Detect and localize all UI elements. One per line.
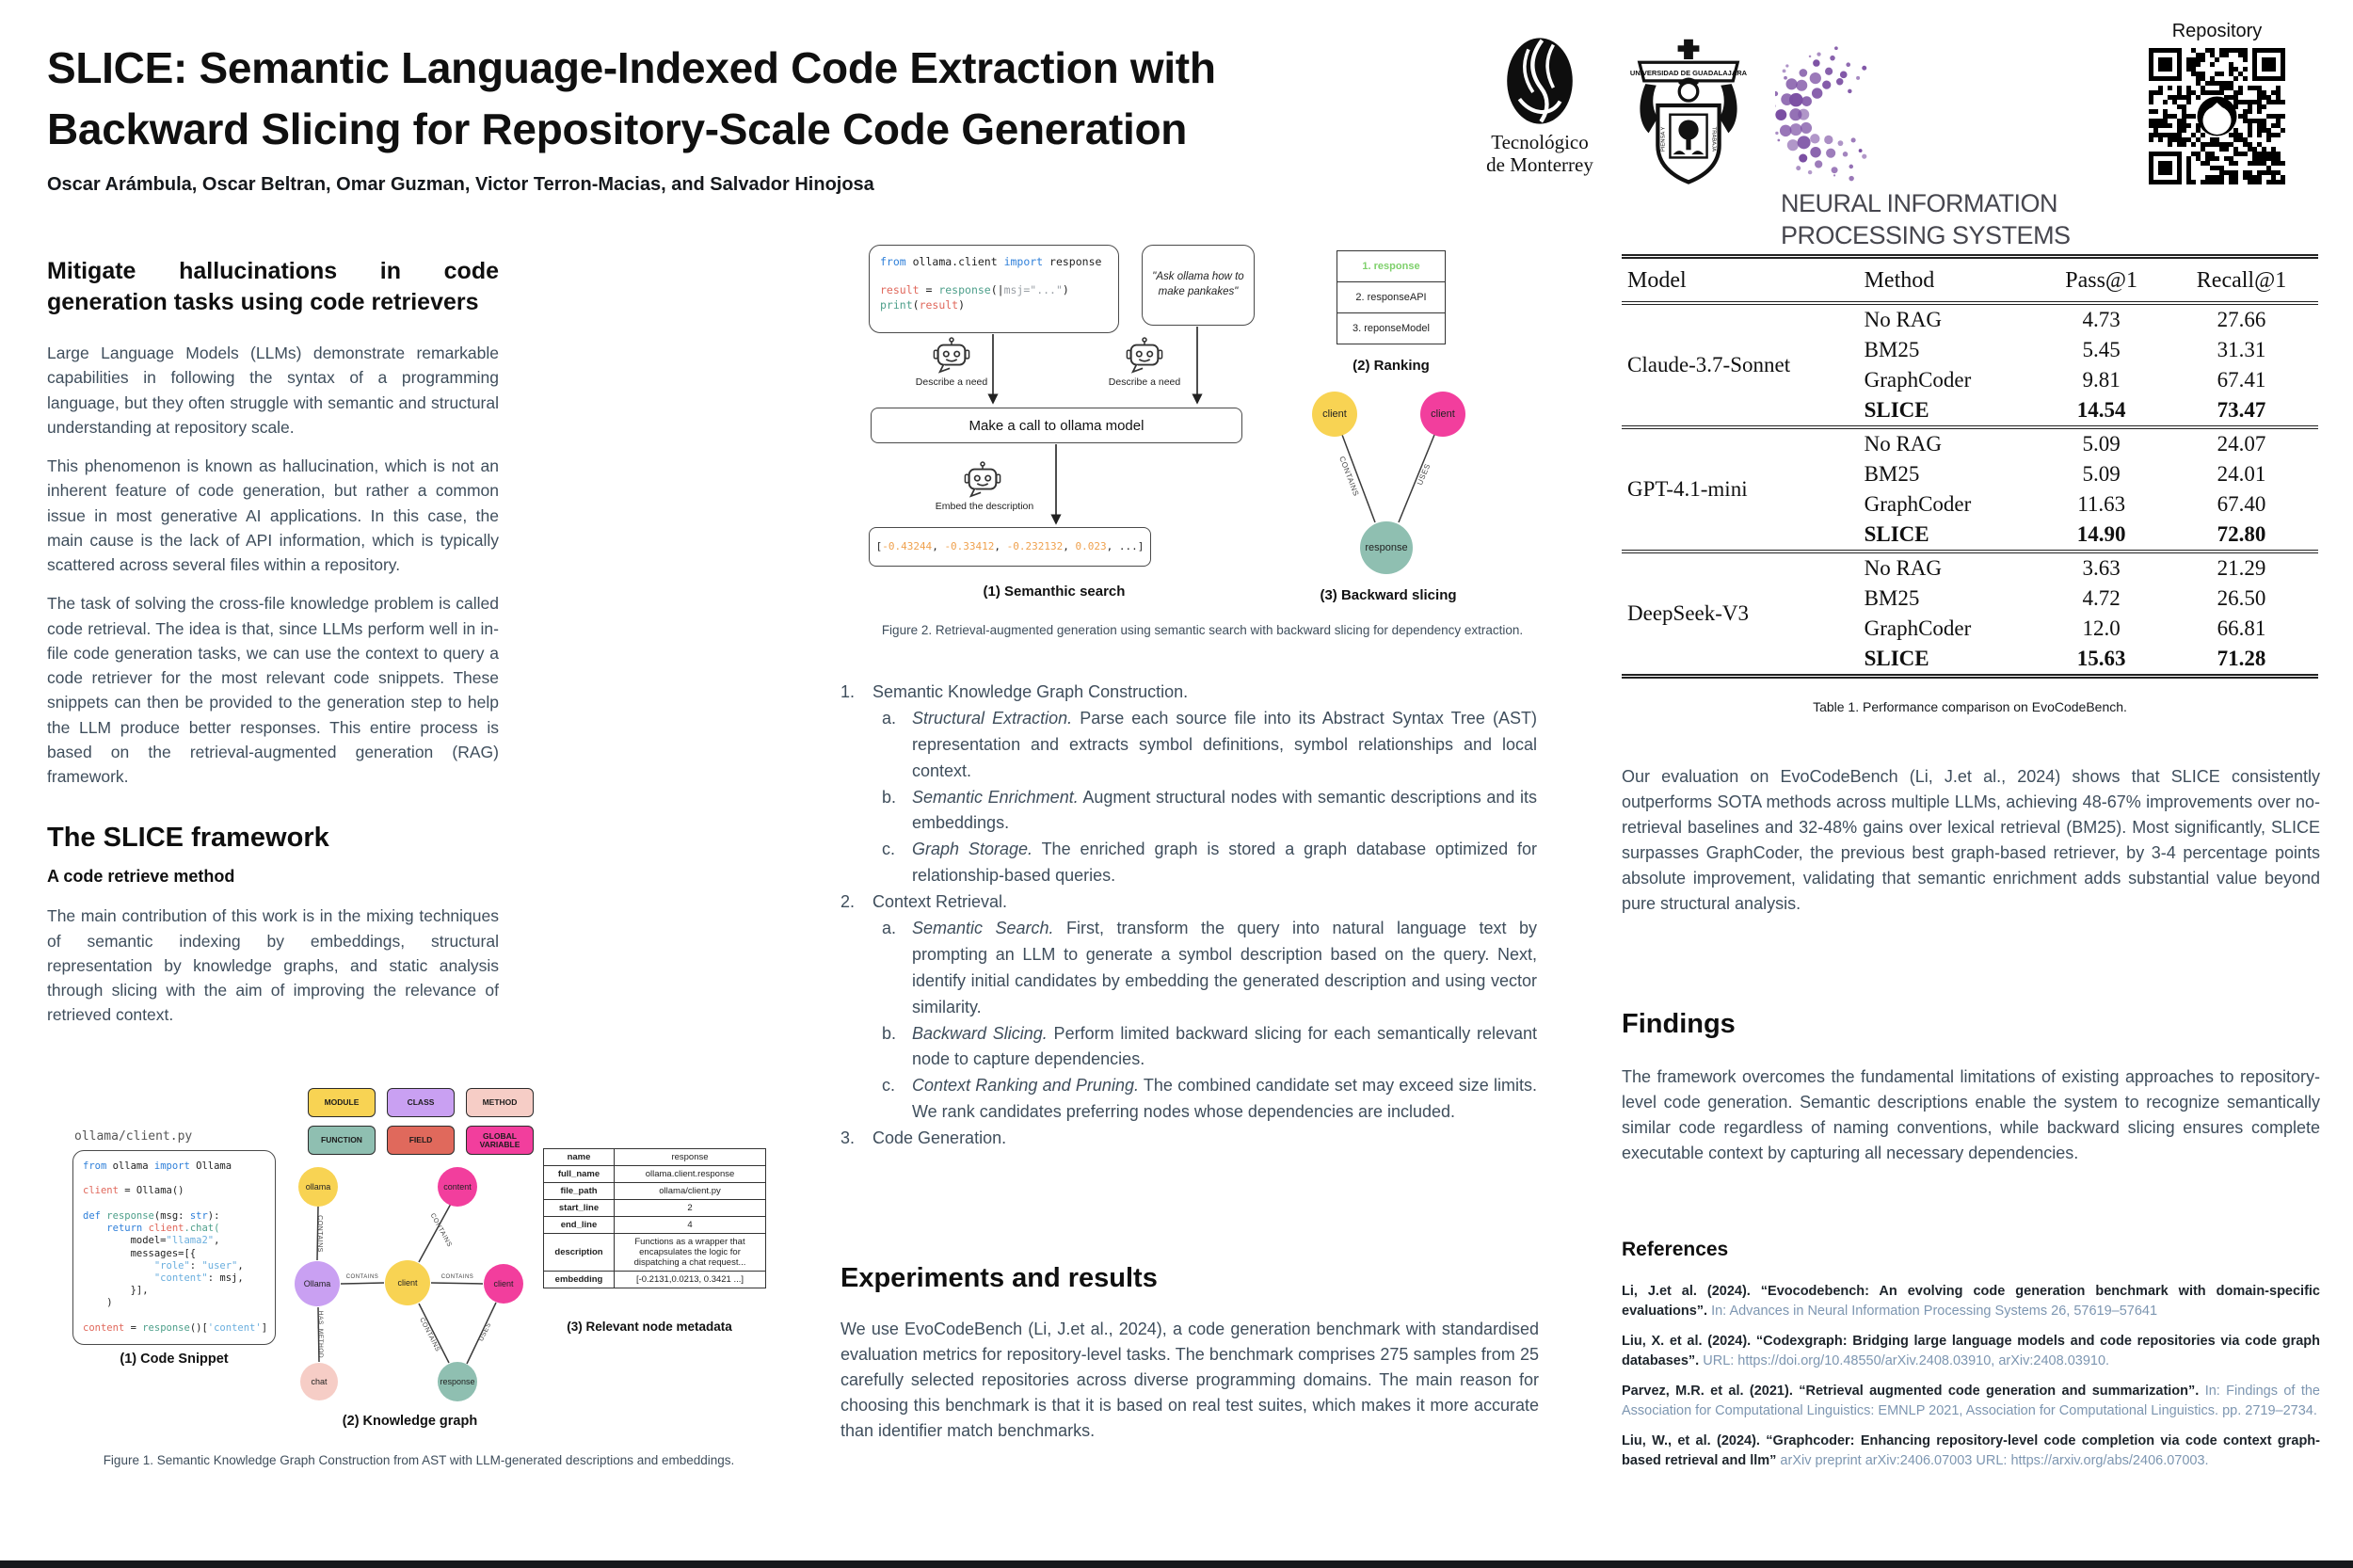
code-token: )	[1062, 283, 1069, 297]
code-token: response	[142, 1321, 190, 1334]
graph-node: chat	[300, 1363, 338, 1400]
fig2-call-box	[871, 408, 1242, 443]
code-token: print	[880, 297, 913, 312]
results-method-cell: No RAG	[1864, 308, 1943, 331]
code-token: from	[880, 255, 906, 268]
fig2-caption: Figure 2. Retrieval-augmented generation using semantic search with backward slicing for dependency extraction.	[881, 623, 1524, 637]
list-item	[840, 680, 1537, 706]
graph-node: client	[484, 1264, 523, 1304]
robot-icon	[1125, 337, 1164, 375]
code-token: )	[958, 297, 966, 312]
metadata-value: 4	[615, 1217, 766, 1234]
code-token: = Ollama()	[118, 1185, 184, 1197]
graph-node: client	[1420, 392, 1465, 437]
fig2-caption-slicing: (3) Backward slicing	[1320, 587, 1457, 603]
code-token: def	[83, 1209, 107, 1222]
reference-item	[1622, 1282, 2320, 1321]
fig1-knowledge-graph	[285, 1163, 535, 1413]
results-header-cell: Pass@1	[2038, 257, 2165, 304]
code-line	[83, 1260, 265, 1272]
udg-crest	[1630, 34, 1747, 206]
results-row	[1622, 552, 2318, 584]
fig2-robot3-label: Embed the description	[935, 501, 1034, 512]
list-subitem-text	[912, 785, 1537, 838]
results-table-head	[1622, 257, 2318, 304]
list-item	[840, 1126, 1537, 1152]
list-subitem	[882, 1073, 1537, 1126]
intro-paragraph-3: The task of solving the cross-file knowledge problem is called code retrieval. The idea is that, since LLMs perform well in in-file code generation tasks, we can use the context to query a code retriever for the most relevant code snippets. These snippets can then be provided to the generation step to help the LLM produce better responses. This entire process is based on the retrieval-augmented generation (RAG) framework.	[47, 594, 499, 786]
reference-item	[1622, 1432, 2320, 1471]
svg-text:CONTAINS: CONTAINS	[345, 1274, 379, 1280]
list-subitem-lead: Semantic Enrichment.	[912, 787, 1079, 807]
results-recall-cell: 73.47	[2217, 398, 2266, 422]
left-column	[47, 256, 499, 1028]
results-pass-cell: 14.90	[2076, 522, 2126, 546]
code-token: : msj,	[207, 1272, 244, 1284]
code-token: import	[153, 1160, 190, 1172]
code-token: msj="..."	[1003, 283, 1063, 297]
fig2-caption-ranking: (2) Ranking	[1353, 358, 1430, 374]
metadata-row	[544, 1183, 766, 1200]
list-subitem-text	[912, 837, 1537, 889]
graph-node: content	[438, 1167, 477, 1207]
list-subitem-body: Augment structural nodes with semantic descriptions and its embeddings.	[912, 787, 1537, 833]
results-pass-cell: 5.45	[2082, 338, 2121, 361]
tec-leaf-icon	[1503, 36, 1577, 126]
results-header-cell: Recall@1	[2165, 257, 2318, 304]
list-item-number: 2.	[840, 892, 856, 912]
results-pass-cell: 5.09	[2082, 462, 2121, 486]
neurips-text-line1: NEURAL INFORMATION	[1781, 189, 2058, 217]
fig2-ranking-box	[1337, 250, 1446, 344]
code-token: result	[919, 297, 959, 312]
ranking-item: 1. response	[1337, 251, 1445, 282]
header	[47, 38, 1459, 196]
list-subitem-text	[912, 706, 1537, 785]
code-line	[83, 1297, 265, 1309]
fig1-caption: Figure 1. Semantic Knowledge Graph Construction from AST with LLM-generated descriptions and embeddings.	[103, 1453, 735, 1467]
list-subitem	[882, 916, 1537, 1021]
code-line	[880, 283, 1108, 297]
fig2-quote-text: "Ask ollama how to make pankakes"	[1152, 271, 1244, 297]
list-subitem	[882, 706, 1537, 785]
neurips-text-line2: PROCESSING SYSTEMS	[1781, 220, 2071, 249]
code-token: ):	[207, 1209, 220, 1222]
graph-node: Ollama	[295, 1261, 340, 1306]
graph-node: ollama	[298, 1167, 338, 1207]
metadata-row	[544, 1217, 766, 1234]
poster-bottom-edge	[0, 1560, 2353, 1568]
ranking-item: 2. responseAPI	[1337, 282, 1445, 313]
code-token: ollama.client	[905, 255, 1004, 268]
svg-text:CONTAINS: CONTAINS	[428, 1212, 453, 1249]
metadata-row	[544, 1200, 766, 1217]
list-subitem-text	[912, 1073, 1537, 1126]
tec-text-line1: Tecnológico	[1491, 131, 1589, 153]
code-token: "role"	[153, 1259, 190, 1272]
code-token: import	[1003, 255, 1044, 268]
metadata-key: full_name	[544, 1166, 615, 1183]
metadata-value: 2	[615, 1200, 766, 1217]
code-token	[83, 1272, 154, 1284]
metadata-key: name	[544, 1149, 615, 1166]
results-method-cell: GraphCoder	[1864, 492, 1972, 516]
findings-heading: Findings	[1622, 1009, 1736, 1039]
list-subitem-body: The enriched graph is stored a graph database optimized for relationship-based queries.	[912, 840, 1537, 886]
neurips-swirl-icon	[1775, 40, 1886, 188]
results-row	[1622, 303, 2318, 335]
list-subitem-lead: Semantic Search.	[912, 919, 1054, 938]
results-table-body	[1622, 303, 2318, 677]
svg-text:USES: USES	[1415, 462, 1433, 487]
results-model-cell: GPT-4.1-mini	[1622, 427, 1859, 552]
poster-title-line1: SLICE: Semantic Language-Indexed Code Extraction with	[47, 43, 1216, 92]
code-token	[83, 1260, 154, 1272]
results-recall-cell: 72.80	[2217, 522, 2266, 546]
results-table-wrap	[1622, 254, 2318, 714]
code-token: response	[938, 283, 991, 297]
code-token: ]	[261, 1321, 268, 1334]
graph-node: response	[438, 1362, 477, 1401]
code-token: from	[83, 1160, 107, 1172]
svg-text:CONTAINS: CONTAINS	[418, 1317, 441, 1353]
results-pass-cell: 5.09	[2038, 427, 2165, 459]
fig2-code-snippet	[869, 245, 1119, 333]
code-token	[83, 1223, 106, 1234]
robot-icon	[963, 461, 1002, 499]
metadata-value: response	[615, 1149, 766, 1166]
svg-text:CONTAINS: CONTAINS	[316, 1215, 323, 1253]
code-token: )	[83, 1297, 113, 1309]
metadata-key: end_line	[544, 1217, 615, 1234]
code-token: "llama2"	[166, 1235, 215, 1247]
list-item	[840, 889, 1537, 916]
findings-paragraph: The framework overcomes the fundamental limitations of existing approaches to repository-level code generation. Semantic descriptions enable the system to recognize semantically similar code regardless of naming conventions, while backward slicing ensures complete executable context by capturing all necessary dependencies.	[1622, 1067, 2320, 1162]
evaluation-paragraph: Our evaluation on EvoCodeBench (Li, J.et al., 2024) shows that SLICE consistently outperforms SOTA methods across multiple LLMs, achieving 48-67% improvements over no-retrieval baselines and 32-48% gains over lexical retrieval (BM25). Most significantly, SLICE surpasses GraphCoder, the previous best graph-based retriever, by 3-4 percentage points absolute improvement, validating that semantic enrichment adds substantial value beyond pure structural analysis.	[1622, 767, 2320, 913]
code-token: -0.232132	[1006, 540, 1064, 553]
fig2-caption-search: (1) Semanthic search	[983, 584, 1126, 600]
code-line	[83, 1310, 265, 1322]
fig2-embedding-vector	[869, 527, 1151, 567]
metadata-value: ollama.client.response	[615, 1166, 766, 1183]
code-token: ,	[237, 1259, 244, 1272]
references-heading: References	[1622, 1239, 1729, 1260]
results-recall-cell: 31.31	[2217, 338, 2266, 361]
intro-paragraph-2: This phenomenon is known as hallucination, which is not an inherent feature of code generation, but rather a common issue in most generative AI applications. In this case, the main cause is the lack of API information, which is typically scattered across several files within a repository.	[47, 456, 499, 574]
code-token: 0.023	[1075, 540, 1107, 553]
fig1-metadata-table	[543, 1148, 766, 1288]
list-item-text: Code Generation.	[872, 1128, 1007, 1148]
results-recall-cell: 66.81	[2217, 616, 2266, 640]
metadata-row	[544, 1272, 766, 1288]
legend-chip: METHOD	[466, 1088, 534, 1117]
code-token: "content"	[153, 1272, 208, 1284]
code-line	[83, 1160, 265, 1173]
metadata-key: embedding	[544, 1272, 615, 1288]
list-subitem	[882, 1021, 1537, 1074]
code-line	[876, 540, 1144, 553]
code-token: "user"	[201, 1259, 238, 1272]
metadata-value: [-0.2131,0.0213, 0.3421 ...]	[615, 1272, 766, 1288]
code-token: -0.33412	[944, 540, 995, 553]
results-model-cell: Claude-3.7-Sonnet	[1627, 353, 1791, 376]
metadata-row	[544, 1166, 766, 1183]
code-token: return	[106, 1223, 149, 1235]
list-subitem-lead: Backward Slicing.	[912, 1023, 1048, 1043]
results-method-cell: BM25	[1864, 338, 1920, 361]
code-token: (|	[990, 283, 1004, 297]
list-subitem-lead: Graph Storage.	[912, 840, 1032, 859]
list-subitem-body: Perform limited backward slicing for each semantically relevant node to capture dependencies.	[912, 1023, 1537, 1069]
figure-2	[842, 237, 1562, 616]
fig1-caption-graph: (2) Knowledge graph	[342, 1414, 478, 1429]
legend-chip: CLASS	[387, 1088, 455, 1117]
results-recall-cell: 21.29	[2165, 552, 2318, 584]
code-line	[880, 255, 1108, 269]
results-pass-cell: 14.54	[2076, 398, 2126, 422]
results-method-cell: SLICE	[1864, 647, 1929, 670]
fig2-robot2-label: Describe a need	[1108, 376, 1181, 388]
code-token: client	[83, 1185, 119, 1197]
svg-text:USES: USES	[477, 1321, 493, 1343]
code-token: =	[919, 283, 939, 297]
code-token: [	[875, 540, 883, 553]
udg-crest-icon	[1630, 34, 1747, 201]
reference-tail: arXiv preprint arXiv:2406.07003 URL: https://arxiv.org/abs/2406.07003.	[1776, 1453, 2209, 1469]
results-method-cell: No RAG	[1859, 427, 2039, 459]
experiments-section	[840, 1263, 1539, 1444]
list-subitem-letter: c.	[882, 1076, 896, 1096]
code-line	[83, 1248, 265, 1260]
list-item-text: Context Retrieval.	[872, 892, 1008, 912]
results-header-cell: Method	[1859, 257, 2039, 304]
code-token: }],	[83, 1285, 149, 1297]
code-token: ollama	[106, 1160, 154, 1172]
code-token: content	[83, 1321, 125, 1334]
code-token: :	[189, 1259, 202, 1272]
results-method-cell: SLICE	[1864, 398, 1929, 422]
fig1-legend	[308, 1088, 534, 1155]
results-table	[1622, 254, 2318, 679]
results-pass-cell: 9.81	[2082, 368, 2121, 392]
reference-tail: In: Findings of the Association for Computational Linguistics: EMNLP 2021, Association for Computational Linguistics. pp. 2719–2734.	[1622, 1384, 2320, 1419]
code-token: =	[124, 1321, 143, 1334]
reference-tail: URL: https://doi.org/10.48550/arXiv.2408.03910, arXiv:2408.03910.	[1699, 1353, 2110, 1369]
legend-chip: MODULE	[308, 1088, 376, 1117]
references-list	[1622, 1282, 2320, 1471]
list-item-number: 3.	[840, 1128, 856, 1148]
code-token: model=	[83, 1235, 167, 1247]
results-recall-cell: 67.41	[2217, 368, 2266, 392]
metadata-key: description	[544, 1234, 615, 1272]
code-token: ,	[932, 540, 945, 553]
code-line	[83, 1223, 265, 1235]
code-line	[880, 269, 1108, 283]
ranking-item: 3. reponseModel	[1353, 323, 1430, 334]
graph-node: response	[1360, 521, 1413, 574]
list-subitem-body: First, transform the query into natural language text by prompting an LLM to generate a symbol description based on the query. Next, identify initial candidates by embedding the generated description and using vector similarity.	[912, 919, 1537, 1016]
results-pass-cell: 4.73	[2082, 308, 2121, 331]
code-token: .chat(	[184, 1223, 220, 1235]
list-subitem-letter: a.	[882, 708, 897, 728]
list-subitem-lead: Structural Extraction.	[912, 708, 1073, 728]
graph-node: client	[1312, 392, 1357, 437]
fig2-call-box-text: Make a call to ollama model	[968, 417, 1144, 434]
svg-text:UNIVERSIDAD DE GUADALAJARA: UNIVERSIDAD DE GUADALAJARA	[1630, 69, 1747, 78]
code-line	[83, 1173, 265, 1185]
results-header-cell: Model	[1622, 257, 1859, 304]
metadata-value: ollama/client.py	[615, 1183, 766, 1200]
reference-main: Li, J.et al. (2024). “Evocodebench: An evolving code generation benchmark with domain-specific evaluations”.	[1622, 1284, 2320, 1320]
fig2-robot1-label: Describe a need	[915, 376, 988, 388]
reference-main: Parvez, M.R. et al. (2021). “Retrieval augmented code generation and summarization”.	[1622, 1384, 2200, 1400]
results-method-cell: No RAG	[1859, 552, 2039, 584]
results-recall-cell: 67.40	[2217, 492, 2266, 516]
findings-section	[1622, 1009, 2320, 1166]
code-token: ,	[1063, 540, 1076, 553]
fig1-caption-snippet: (1) Code Snippet	[120, 1352, 229, 1367]
reference-item	[1622, 1382, 2320, 1421]
results-model-cell: DeepSeek-V3	[1622, 552, 1859, 677]
code-token: ()[	[189, 1321, 208, 1334]
reference-main: Liu, W., et al. (2024). “Graphcoder: Enhancing repository-level code completion via code context graph-based retrieval and llm”	[1622, 1433, 2320, 1469]
code-line	[880, 298, 1108, 312]
figure-1	[71, 1082, 767, 1478]
list-subitem-letter: c.	[882, 840, 896, 859]
list-subitem-text	[912, 916, 1537, 1021]
code-token: client	[148, 1223, 184, 1235]
list-item-number: 1.	[840, 682, 856, 701]
legend-chip: GLOBAL VARIABLE	[466, 1126, 534, 1155]
results-method-cell: BM25	[1864, 586, 1920, 610]
results-recall-cell: 71.28	[2217, 647, 2266, 670]
qr-code	[2149, 48, 2285, 184]
list-subitem-letter: b.	[882, 787, 897, 807]
results-recall-cell: 24.01	[2217, 462, 2266, 486]
code-line	[83, 1321, 268, 1335]
results-method-cell: BM25	[1864, 462, 1920, 486]
qr-label: Repository	[2171, 21, 2263, 41]
legend-chip: FIELD	[387, 1126, 455, 1155]
code-token: Ollama	[189, 1160, 232, 1172]
code-line	[83, 1185, 265, 1197]
framework-heading: The SLICE framework	[47, 823, 329, 854]
svg-text:HAS_METHOD: HAS_METHOD	[317, 1310, 324, 1359]
results-pass-cell: 11.63	[2077, 492, 2126, 516]
framework-subheading: A code retrieve method	[47, 867, 235, 887]
code-token: result	[880, 283, 920, 297]
metadata-value: Functions as a wrapper that encapsulates the logic for dispatching a chat request...	[615, 1234, 766, 1272]
reference-tail: In: Advances in Neural Information Processing Systems 26, 57619–57641	[1707, 1304, 2158, 1320]
tec-logo	[1474, 36, 1606, 176]
list-item-text: Semantic Knowledge Graph Construction.	[872, 682, 1189, 701]
intro-heading: Mitigate hallucinations in code generation tasks using code retrievers	[47, 258, 499, 315]
neurips-logo	[1775, 40, 2152, 252]
robot-icon	[932, 337, 971, 375]
poster-title-line2: Backward Slicing for Repository-Scale Code Generation	[47, 104, 1188, 154]
results-recall-cell: 24.07	[2165, 427, 2318, 459]
legend-chip: FUNCTION	[308, 1126, 376, 1155]
results-method-cell: SLICE	[1864, 522, 1929, 546]
list-subitem-lead: Context Ranking and Pruning.	[912, 1076, 1139, 1096]
svg-text:PIENSA Y: PIENSA Y	[1660, 126, 1667, 152]
code-line	[83, 1285, 265, 1297]
framework-paragraph: The main contribution of this work is in the mixing techniques of semantic indexing by embeddings, structural representation by knowledge graphs, and static analysis through slicing with the aim of improving the relevance of retrieved context.	[47, 906, 499, 1025]
list-subitem-letter: b.	[882, 1023, 897, 1043]
fig2-quote-box	[1142, 245, 1255, 326]
qr-block	[2149, 21, 2285, 189]
svg-text:CONTAINS: CONTAINS	[1337, 455, 1361, 498]
results-table-caption: Table 1. Performance comparison on EvoCodeBench.	[1813, 699, 2127, 714]
list-subitem-body: The combined candidate set may exceed size limits. We rank candidates preferring nodes whose dependencies are included.	[912, 1076, 1538, 1122]
results-method-cell: GraphCoder	[1864, 368, 1972, 392]
code-token: (msg:	[153, 1209, 190, 1222]
results-pass-cell: 12.0	[2082, 616, 2121, 640]
reference-main: Liu, X. et al. (2024). “Codexgraph: Bridging large language models and code repositories via code graph databases”.	[1622, 1334, 2320, 1369]
code-line	[83, 1210, 265, 1223]
experiments-paragraph: We use EvoCodeBench (Li, J.et al., 2024), a code generation benchmark with standardised evaluation metrics for repository-level tasks. The benchmark comprises 275 samples from 25 carefully selected repositories across diverse programming domains. The main reason for choosing this benchmark is that it is based on real test suites, which makes it more accurate than identifier match benchmarks.	[840, 1320, 1539, 1440]
intro-paragraph-1: Large Language Models (LLMs) demonstrate remarkable capabilities in following the syntax of a programming language, but they often struggle with semantic and structural understanding at repository scale.	[47, 344, 499, 437]
metadata-key: file_path	[544, 1183, 615, 1200]
reference-item	[1622, 1332, 2320, 1371]
code-line	[83, 1235, 265, 1247]
results-row	[1622, 427, 2318, 459]
results-pass-cell: 15.63	[2076, 647, 2126, 670]
code-token: , ...]	[1106, 540, 1144, 553]
metadata-row	[544, 1149, 766, 1166]
graph-node: client	[385, 1260, 430, 1305]
code-token: (	[912, 297, 920, 312]
code-token: 'content'	[207, 1321, 262, 1334]
results-pass-cell: 4.72	[2082, 586, 2121, 610]
metadata-row	[544, 1234, 766, 1272]
list-subitem-body: Parse each source file into its Abstract Syntax Tree (AST) representation and extracts symbol definitions, symbol relationships and local context.	[912, 708, 1538, 780]
code-token: -0.43244	[882, 540, 933, 553]
list-subitem-letter: a.	[882, 919, 897, 938]
tec-text-line2: de Monterrey	[1486, 153, 1593, 177]
code-token: ,	[994, 540, 1007, 553]
experiments-heading: Experiments and results	[840, 1263, 1158, 1293]
results-recall-cell: 26.50	[2217, 586, 2266, 610]
results-pass-cell: 3.63	[2038, 552, 2165, 584]
list-subitem-text	[912, 1021, 1537, 1074]
fig1-file-label: ollama/client.py	[74, 1129, 193, 1144]
code-token: ,	[214, 1235, 220, 1247]
svg-text:TRABAJA: TRABAJA	[1710, 126, 1717, 152]
results-header-row	[1622, 257, 2318, 304]
poster-authors: Oscar Arámbula, Oscar Beltran, Omar Guzman, Victor Terron-Macias, and Salvador Hinojosa	[47, 173, 874, 195]
fig1-caption-metadata: (3) Relevant node metadata	[567, 1320, 732, 1334]
results-method-cell: GraphCoder	[1864, 616, 1972, 640]
svg-text:CONTAINS: CONTAINS	[440, 1274, 474, 1280]
references-section	[1622, 1239, 2320, 1481]
fig1-code-snippet	[72, 1150, 276, 1345]
code-token: response	[106, 1209, 154, 1222]
code-token: str	[189, 1209, 208, 1222]
code-line	[83, 1272, 265, 1285]
code-token: messages=[{	[83, 1247, 197, 1259]
list-subitem	[882, 785, 1537, 838]
code-token: response	[1043, 255, 1102, 268]
metadata-key: start_line	[544, 1200, 615, 1217]
method-list	[840, 680, 1537, 1152]
results-recall-cell: 27.66	[2217, 308, 2266, 331]
code-line	[83, 1198, 265, 1210]
list-subitem	[882, 837, 1537, 889]
